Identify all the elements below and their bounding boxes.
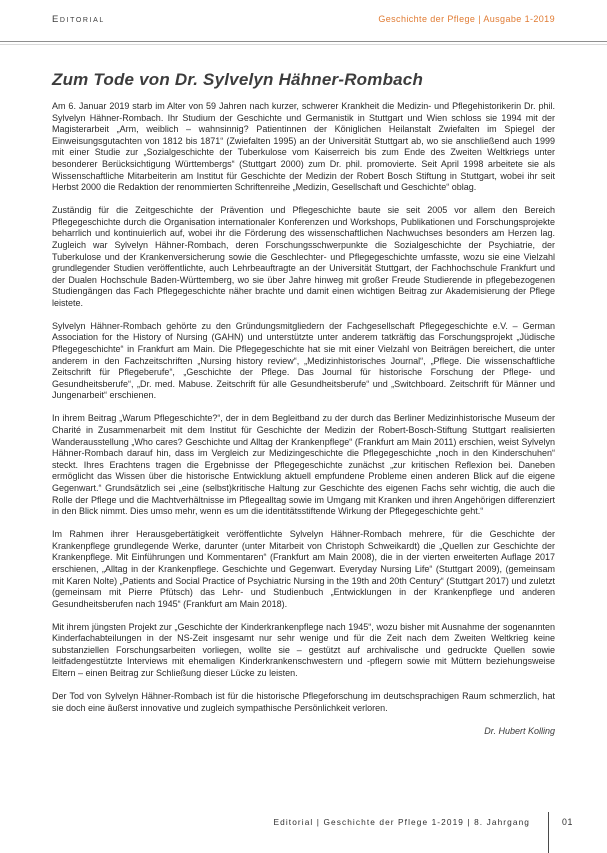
- footer-page-number: 01: [562, 817, 573, 827]
- header-section-label: Editorial: [52, 14, 105, 25]
- paragraph-1: Am 6. Januar 2019 starb im Alter von 59 Jahren nach kurzer, schwerer Krankheit die Medizin- und Pflegehistorikerin Dr. phil. Sylvelyn Hähner-Rombach. Ihr Studium der Geschichte und Germanistik in Stuttgart und Wien schloss sie 1994 mit der Magisterarbeit „Arm, weiblich – wahnsinnig? Patientinnen der Königlichen Heilanstalt Zwiefalten im Spiegel der Einweisungsgutachten von 1812 bis 1871“ (Zwiefalten 1995) an der Universität Stuttgart ab, wo sie anschließend auch 1999 mit einer Studie zur „Sozialgeschichte der Tuberkulose vom Kaiserreich bis zum Ende des Zweiten Weltkriegs unter besonderer Berücksichtigung Württembergs“ (Stuttgart 2000) zum Dr. phil. promovierte. Seit April 1998 arbeitete sie als Wissenschaftliche Mitarbeiterin am Institut für Geschichte der Medizin der Robert Bosch Stiftung in Stuttgart, wobei ihr seit Herbst 2000 die Redaktion der renommierten Schriftenreihe „Medizin, Gesellschaft und Geschichte“ oblag.: [52, 101, 555, 193]
- header-journal-issue: Geschichte der Pflege | Ausgabe 1-2019: [378, 14, 555, 24]
- article-title: Zum Tode von Dr. Sylvelyn Hähner-Rombach: [52, 70, 424, 89]
- paragraph-5: Im Rahmen ihrer Herausgebertätigkeit veröffentlichte Sylvelyn Hähner-Rombach mehrere, für die Geschichte der Krankenpflege grundlegende Werke, darunter (unter Mitarbeit von Christoph Schweikardt) die „Quellen zur Geschichte der Krankenpflege. Mit Einführungen und Kommentaren“ (Frankfurt am Main 2008), die in der vierten erweiterten Auflage 2017 erschienen, „Alltag in der Krankenpflege. Geschichte und Gegenwart. Everyday Nursing Life“ (Stuttgart 2009), (gemeinsam mit Karen Nolte) „Patients and Social Practice of Psychiatric Nursing in the 19th and 20th Century“ (Stuttgart 2017) und zuletzt (gemeinsam mit Pierre Pfütsch) das Lehr- und Studienbuch „Entwicklungen in der Krankenpflege und anderen Gesundheitsberufen nach 1945“ (Frankfurt am Main 2018).: [52, 529, 555, 609]
- page-header: [52, 14, 555, 25]
- header-rule-dark: [0, 41, 607, 42]
- paragraph-6: Mit ihrem jüngsten Projekt zur „Geschichte der Kinderkrankenpflege nach 1945“, wozu bisher mit Ausnahme der sogenannten Kinderfachabteilungen in der NS-Zeit insgesamt nur sehr wenige und für die Zeit nach dem Zweiten Weltkrieg keine substanziellen Forschungsarbeiten vorliegen, wollte sie – gestützt auf archivalische und gedruckte Quellen sowie leitfadengestützte Interviews mit ehemaligen Kinderkrankenschwestern und -pflegern sowie mit Müttern beziehungsweise Eltern – einen Beitrag zur Schließung dieser Lücke zu leisten.: [52, 621, 555, 679]
- author-signature: Dr. Hubert Kolling: [484, 725, 555, 736]
- paragraph-4: In ihrem Beitrag „Warum Pflegeschichte?“, der in dem Begleitband zu der durch das Berliner Medizinhistorische Museum der Charité in Zusammenarbeit mit dem Institut für Geschichte der Medizin der Robert-Bosch-Stiftung Stuttgart realisierten Wanderausstellung „Who cares? Geschichte und Alltag der Krankenpflege“ (Frankfurt am Main 2011) erschien, weist Sylvelyn Hähner-Rombach darauf hin, dass im Vergleich zur Medizingeschichte die Pflegegeschichte „noch in den Kinderschuhen“ steckt. Ihres Erachtens tragen die Ergebnisse der Pflegegeschichte zunächst „zur kritischen Reflexion bei. Daneben ermöglicht das Wissen über die historische Entwicklung aktuell empfundene Probleme einen anderen Blick auf die eigene Gegenwart.“ Grundsätzlich sei „eine (selbst)kritische Haltung zur Geschichte des eigenen Fachs sehr wichtig, die auch die Rolle der Pflege und die Machtverhältnisse im Pflegealltag sowie im Umgang mit Kranken und ihren Angehörigen differenziert in den Blick nimmt. Dies umso mehr, wenn es um die identitätsstiftende Wirkung der Pflegegeschichte geht.“: [52, 413, 555, 517]
- article-body: [52, 101, 555, 737]
- header-rule-light: [0, 44, 607, 45]
- page-footer: [0, 812, 607, 853]
- footer-journal-line: Editorial | Geschichte der Pflege 1-2019 | 8. Jahrgang: [273, 817, 530, 827]
- footer-divider: [548, 812, 549, 853]
- paragraph-3: Sylvelyn Hähner-Rombach gehörte zu den Gründungsmitgliedern der Fachgesellschaft Pflegegeschichte e.V. – German Association for the History of Nursing (GAHN) und unterstützte unter anderem tatkräftig das Forschungsprojekt „Jüdische Pflegegeschichte“ in Frankfurt am Main. Die Pflegegeschichte hat sie mit einer Vielzahl von Beiträgen bereichert, die unter anderem in den Fachzeitschriften „Nursing history review“, „Medizinhistorisches Journal“, „Pflege. Die wissenschaftliche Zeitschrift für Pflegeberufe“, „Geschichte der Pflege. Das Journal für historische Forschung der Pflege- und Gesundheitsberufe“, „Dr. med. Mabuse. Zeitschrift für alle Gesundheitsberufe“ und „Switchboard. Zeitschrift für Männer und Jungenarbeit“ erschienen.: [52, 320, 555, 401]
- paragraph-2: Zuständig für die Zeitgeschichte der Prävention und Pflegeschichte baute sie seit 2005 vor allem den Bereich Pflegegeschichte durch die Organisation internationaler Konferenzen und Workshops, Publikationen und Forschungsprojekte beharrlich und kontinuierlich auf, wobei ihr die Förderung des wissenschaftlichen Nachwuchses besonders am Herzen lag. Zugleich war Sylvelyn Hähner-Rombach, deren Forschungsschwerpunkte die Sozialgeschichte der Psychiatrie, der Tuberkulose und der Krankenversicherung sowie die Geschlechter- und Pflegegeschichte umfasste, wozu sie eine Vielzahl grundlegender Studien veröffentlichte, auch Lehrbeauftragte an der Universität Stuttgart, der Fachhochschule Frankfurt und der Dualen Hochschule Baden-Württemberg, wo sie über Jahre hinweg mit großer Freude Studierende in pflegebezogenen Studiengängen das Fach Pflegegeschichte näher brachte und damit einen wichtigen Beitrag zur Akademisierung der Pflege leistete.: [52, 205, 555, 308]
- paragraph-7: Der Tod von Sylvelyn Hähner-Rombach ist für die historische Pflegeforschung im deutschsprachigen Raum schmerzlich, hat sie doch eine äußerst innovative und zugleich sympathische Persönlichkeit verloren.: [52, 691, 555, 713]
